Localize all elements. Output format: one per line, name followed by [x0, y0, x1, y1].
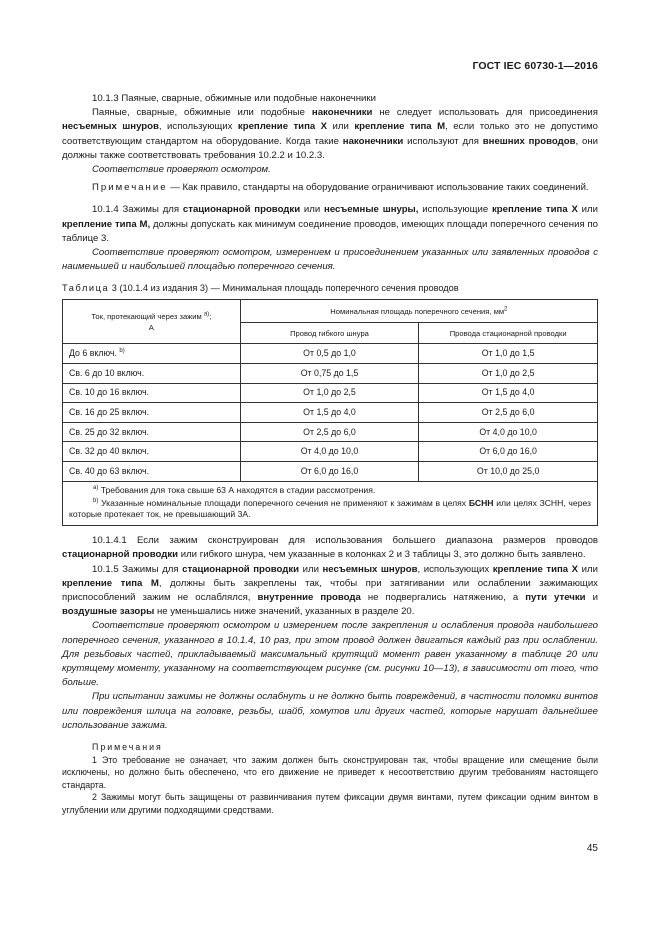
term-bold: БСНН [468, 497, 494, 508]
section-10-1-3-paragraph [62, 106, 598, 163]
cell-current-text: Св. 32 до 40 включ. [69, 446, 150, 457]
text-run: использующие [418, 204, 492, 216]
cell-flexible-cord: От 4,0 до 10,0 [240, 442, 419, 462]
text-run: , использующих [158, 121, 238, 133]
footnote-b-text [69, 498, 591, 519]
term-bold: крепление типа X [492, 204, 578, 216]
section-10-1-4-paragraph [62, 203, 598, 246]
cell-flexible-cord: От 2,5 до 6,0 [240, 422, 419, 442]
text-run: или [577, 204, 599, 216]
compliance-text: Соответствие проверяют осмотром, измерением и присоединением указанных или заявленных проводов с наименьшей и наибольшей площадью поперечного сечения. [62, 247, 598, 273]
text-run: Указанные номинальные площади поперечного сечения не применяют к зажимам в целях [98, 497, 469, 508]
cell-current [63, 462, 241, 482]
term-bold: стационарной проводки [182, 563, 300, 575]
table-caption-label: Таблица [62, 283, 110, 294]
cell-fixed-wiring: От 1,0 до 1,5 [419, 344, 598, 364]
table-row [63, 403, 598, 423]
section-10-1-3-heading: 10.1.3 Паяные, сварные, обжимные или подобные наконечники [92, 93, 376, 104]
compliance-text: Соответствие проверяют осмотром и измерением после закрепления и ослабления провода наибольшего поперечного сечения, указанного в 10.1.4, 10 раз, при этом провод должен двигаться каждый раз при ослаблении. Для резьбовых частей, прикладываемый максимальный крутящий момент равен указанному в таблице 20 или крутящему моменту, указанному на соответствующем рисунке (см. рисунки 10—13), в зависимости от того, что больше. [62, 620, 598, 689]
text-run: или целях ЗСНН, через которые протекает ток, не превышающий 3А. [69, 497, 591, 519]
term-bold: внутренние провода [257, 592, 361, 604]
text-run: и [585, 592, 598, 604]
cell-current [63, 422, 241, 442]
note-text: — Как правило, стандарты на оборудование ограничивают использование таких соединений. [167, 182, 589, 194]
footnote-a-ref: a) [203, 311, 210, 318]
section-10-1-3-compliance [62, 163, 598, 177]
table-footnotes [63, 481, 598, 526]
footnote-a [69, 485, 591, 496]
text-run: , они должны также соответствовать требования 10.2.2 и 10.2.3. [62, 135, 598, 161]
text-run: или [299, 563, 323, 575]
cell-current [63, 442, 241, 462]
cell-current-text: До 6 включ. [69, 348, 120, 359]
text-run: 10.1.5 Зажимы для [92, 563, 183, 575]
term-bold: крепление типа X [237, 121, 328, 133]
cell-flexible-cord: От 0,75 до 1,5 [240, 364, 419, 384]
term-bold: крепление типа M [354, 121, 446, 133]
cell-flexible-cord: От 1,5 до 4,0 [240, 403, 419, 423]
term-bold: стационарной проводки [62, 549, 179, 561]
term-bold: несъемных шнуров [62, 121, 159, 133]
header-flexible-cord: Провод гибкого шнура [240, 323, 419, 344]
notes-label-text: Примечания [92, 742, 163, 753]
table-row [63, 383, 598, 403]
cross-section-table [62, 299, 598, 526]
text-run: , должны быть закреплены так, чтобы при затягивании или ослаблении зажимающих приспособлений зажим не ослаблялся, [62, 577, 598, 604]
term-bold: крепление типа M, [62, 218, 151, 230]
text-run: не уменьшались ниже значений, указанных в разделе 20. [154, 606, 415, 618]
header-fixed-wiring: Провода стационарной проводки [419, 323, 598, 344]
section-10-1-4-compliance [62, 246, 598, 274]
table-body [63, 344, 598, 481]
table-row [63, 462, 598, 482]
term-bold: крепление типа X [492, 563, 579, 575]
cell-fixed-wiring: От 1,5 до 4,0 [419, 383, 598, 403]
text-run: должны допускать как минимум соединение проводов, имеющих площади поперечного сечения по таблице 3. [62, 218, 598, 244]
compliance-text: При испытании зажимы не должны ослабнуть и не должно быть повреждений, в частности поломки винтов или повреждения шлица на головке, резьбы, шайб, хомутов или других частей, которые нарушат дальнейшее использование зажима. [62, 691, 598, 731]
text-run: или [327, 121, 355, 133]
term-bold: несъемных шнуров [322, 563, 418, 575]
cell-current-text: Св. 6 до 10 включ. [69, 367, 145, 378]
footnote-b [69, 498, 591, 520]
cell-fixed-wiring: От 10,0 до 25,0 [419, 462, 598, 482]
term-bold: наконечники [311, 107, 373, 119]
text-run: , использующих [417, 563, 493, 575]
header-nominal-area [240, 300, 597, 323]
text-run: не следует использовать для присоединения [372, 107, 598, 119]
term-bold: стационарной проводки [182, 204, 301, 216]
cell-current [63, 383, 241, 403]
text-run: , если только это не допустимо соответствующим стандартом на оборудование. Когда такие [62, 121, 598, 147]
section-10-1-4-1-paragraph [62, 534, 598, 562]
footnote-a-text: Требования для тока свыше 63 А находятся в стадии рассмотрения. [98, 484, 376, 495]
table-row [63, 364, 598, 384]
cell-current-text: Св. 25 до 32 включ. [69, 426, 150, 437]
term-bold: пути утечки [525, 592, 586, 604]
section-10-1-5-paragraph [62, 563, 598, 620]
cell-current [63, 344, 241, 364]
compliance-text: Соответствие проверяют осмотром. [92, 164, 271, 176]
table-row [63, 422, 598, 442]
footnote-a-mark: a) [93, 484, 99, 491]
cell-fixed-wiring: От 4,0 до 10,0 [419, 422, 598, 442]
page-number: 45 [586, 843, 598, 854]
header-current-unit: А [148, 322, 154, 332]
cell-current [63, 364, 241, 384]
section-10-1-3-note [62, 181, 598, 195]
footnote-b-mark: b) [93, 497, 99, 504]
header-current: Ток, протекающий через зажим $^{a)}$; А [63, 300, 241, 344]
text-run: 10.1.4.1 Если зажим сконструирован для использования большего диапазона размеров проводов [92, 535, 598, 547]
text-run: или [300, 204, 325, 216]
note-label: Примечание [92, 182, 168, 194]
cell-current-text: Св. 40 до 63 включ. [69, 465, 150, 476]
text-run: или гибкого шнура, чем указанные в колонках 2 и 3 таблицы 3, это должно быть заявлено. [178, 549, 586, 561]
term-bold: воздушные зазоры [62, 606, 155, 618]
text-run: 10.1.4 Зажимы для [92, 204, 183, 216]
table-caption [62, 282, 598, 295]
cell-fixed-wiring: От 6,0 до 16,0 [419, 442, 598, 462]
cell-fixed-wiring: От 2,5 до 6,0 [419, 403, 598, 423]
table-row [63, 442, 598, 462]
standard-header: ГОСТ IEC 60730-1—2016 [472, 60, 598, 72]
term-bold: наконечники [342, 135, 404, 147]
cell-current [63, 403, 241, 423]
document-body [62, 92, 598, 817]
cell-fixed-wiring: От 1,0 до 2,5 [419, 364, 598, 384]
note-1: 1 Это требование не означает, что зажим должен быть сконструирован так, чтобы вращение или смещение были исключены, но должно быть обеспечено, что его движение не приведет к несоответствию другим требованиям настоящего стандарта. [62, 754, 598, 790]
text-run: не подвергались натяжению, а [360, 592, 526, 604]
cell-current-text: Св. 16 до 25 включ. [69, 407, 150, 418]
term-bold: внешних проводов [482, 135, 576, 147]
cell-flexible-cord: От 6,0 до 16,0 [240, 462, 419, 482]
term-bold: несъемные шнуры, [324, 204, 419, 216]
header-nominal-area-sup: 2 [504, 306, 508, 313]
notes-label [62, 741, 598, 754]
footnote-b-ref: b) [119, 348, 125, 355]
text-run: Паяные, сварные, обжимные или подобные [92, 107, 312, 119]
text-run: или [578, 563, 598, 575]
table-row [63, 344, 598, 364]
header-nominal-area-text: Номинальная площадь поперечного сечения, мм [330, 306, 505, 316]
section-10-1-5-compliance-2 [62, 690, 598, 733]
section-10-1-5-compliance-1 [62, 619, 598, 690]
cell-flexible-cord: От 1,0 до 2,5 [240, 383, 419, 403]
cell-current-text: Св. 10 до 16 включ. [69, 387, 150, 398]
cell-flexible-cord: От 0,5 до 1,0 [240, 344, 419, 364]
header-current-text: Ток, протекающий через зажим [91, 311, 204, 321]
table-caption-text: 3 (10.1.4 из издания 3) — Минимальная площадь поперечного сечения проводов [109, 283, 459, 294]
term-bold: крепление типа M [62, 577, 159, 589]
note-2: 2 Зажимы могут быть защищены от развинчивания путем фиксации двумя винтами, путем фиксации одним винтом в углублении или другими подходящими средствами. [62, 792, 598, 816]
text-run: используют для [403, 135, 483, 147]
